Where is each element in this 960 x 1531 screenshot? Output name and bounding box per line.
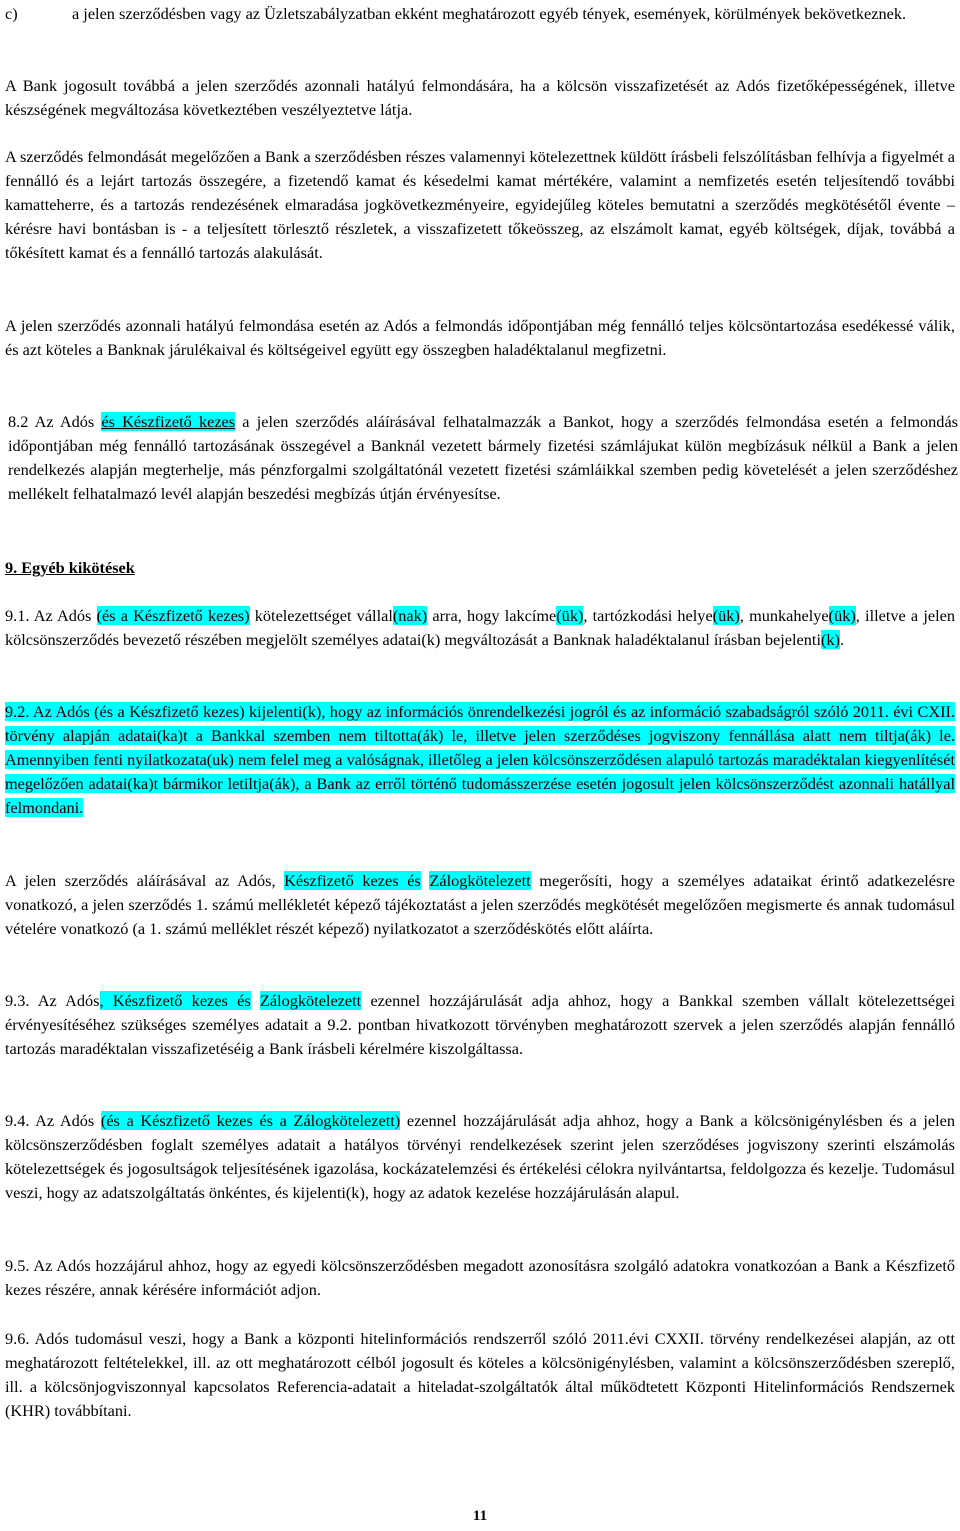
highlight-nak: (nak) [392, 606, 428, 625]
highlight-guarantor-and: Készfizető kezes és [284, 871, 421, 890]
section-9-1-text-f: , illetve a jelen kölcsönszerződés bevezető részében megjelölt személyes adatai(k) megváltozását a Banknak haladéktalanul írásban bejelenti [5, 606, 955, 649]
highlight-section-9-2: 9.2. Az Adós (és a Készfizető kezes) kijelenti(k), hogy az információs önrendelkezési jogról és az információ szabadságról szóló 2011. évi CXII. törvény alapján adatai(ka)t a Bankkal szemben nem tiltotta(ák) le, illetve jelen szerződéses jogviszony fennállása alatt nem tiltja(ák) le. Amennyiben fenti nyilatkozata(uk) nem felel meg a valóságnak, illetőleg a jelen kölcsönszerződésen alapuló tartozás maradéktalan kiegyenlítését megelőzően adatai(ka)t bármikor letiltja(ák), a Bank az erről történő tudomásszerzése esetén jogosult jelen kölcsönszerződést azonnali hatállyal felmondani. [5, 702, 955, 817]
section-9-1-text-a: 9.1. Az Adós [5, 606, 97, 625]
section-8-2-text-b: a jelen szerződés aláírásával felhatalmazzák a Bankot, hogy a szerződés felmondása esetén a felmondás időpontjában még fennálló tartozásának összegével a Banknál vezetett bármely fizetési számlájukat külön megbízásuk nélkül a Bank a jelen rendelkezés alapján megterhelje, más pénzforgalmi szolgáltatónál vezetett fizetési számláikkal szemben pedig követelését a jelen szerződéshez mellékelt felhatalmazó levél alapján beszedési megbízás útján érvényesítse. [8, 412, 958, 503]
section-9-6: 9.6. Adós tudomásul veszi, hogy a Bank a központi hitelinformációs rendszerről szóló 2011.évi CXXII. törvény rendelkezései alapján, az ott meghatározott feltételekkel, ill. az ott meghatározott célból jogosult és köteles a kölcsönigénylésben, valamint a kölcsönszerződésben szereplő, ill. a kölcsönjogviszonnyal kapcsolatos Referencia-adatait a hiteladat-szolgáltatók által működtetett Központi Hitelinformációs Rendszernek (KHR) továbbítani. [5, 1329, 955, 1420]
heading-section-9: 9. Egyéb kikötések [5, 558, 135, 577]
list-item-c [5, 2, 955, 26]
highlight-uk-2: (ük) [712, 606, 740, 625]
paragraph-bank-termination-right: A Bank jogosult továbbá a jelen szerződés azonnali hatályú felmondására, ha a kölcsön visszafizetését az Adós fizetőképességének, illetve készségének megváltozása következtében veszélyeztetve látja. [5, 76, 955, 119]
list-marker: c) [5, 4, 18, 23]
highlight-k: (k) [820, 630, 840, 649]
highlight-uk-3: (ük) [828, 606, 856, 625]
highlight-guarantor-and-2: , Készfizető kezes és [99, 991, 251, 1010]
section-9-4 [5, 1109, 955, 1205]
highlight-pledgor-2: Zálogkötelezett [259, 991, 362, 1010]
section-9-4-text-b: ezennel hozzájárulását adja ahhoz, hogy a Bank a kölcsönigénylésben és a jelen kölcsönszerződésben foglalt személyes adatait a hatályos törvényi rendelkezések szerint jelen szerződéses jogviszony szerinti elszámolás kötelezettségek és jogosultságok teljesítésének igazolása, kockázatelemzési és értékelési célokra nyilvántartsa, feldolgozza és kezelje. Tudomásul veszi, hogy az adatszolgáltatás önkéntes, és kijelenti(k), hogy az adatok kezelése hozzájárulásán alapul. [5, 1111, 955, 1202]
section-9-1 [5, 604, 955, 652]
section-9-3-space [251, 991, 260, 1010]
highlight-pledgor: Zálogkötelezett [429, 871, 531, 890]
consent-text-b: megerősíti, hogy a személyes adataikat érintő adatkezelésre vonatkozó, a jelen szerződés 1. számú mellékletét képező tájékoztatást a jelen szerződés megkötését megelőzően megismerte és annak tudomásul vételére vonatkozó (a 1. számú melléklet részét képező) nyilatkozatot a szerződéskötés előtt aláírta. [5, 871, 955, 938]
section-9-1-text-b: kötelezettséget vállal [249, 606, 393, 625]
section-9-3 [5, 989, 955, 1061]
list-item-text: a jelen szerződésben vagy az Üzletszabályzatban ekként meghatározott egyéb tények, események, körülmények bekövetkeznek. [72, 4, 907, 23]
section-9-1-text-g: . [839, 630, 845, 649]
section-9-1-text-c: arra, hogy lakcíme [427, 606, 557, 625]
paragraph-termination-notice: A szerződés felmondását megelőzően a Bank a szerződésben részes valamennyi kötelezettnek küldött írásbeli felszólításban felhívja a figyelmét a fennálló és a lejárt tartozás összegére, a fizetendő kamat és késedelmi kamat mértékére, valamint a nemfizetés esetén teljesítendő további kamatteherre, és a tartozás rendezésének elmaradása jogkövetkezményeire, egyidejűleg köteles bemutatni a szerződés megkötésétől évente – kérésre havi bontásban is - a teljesített törlesztő részletek, a visszafizetett tőkeösszeg, az elszámolt kamat, egyéb költségek, díjak, továbbá a tőkésített kamat és a fennálló tartozás alakulását. [5, 147, 955, 262]
highlight-guarantor-paren: (és a Készfizető kezes) [96, 606, 250, 625]
page-number: 11 [472, 1508, 488, 1524]
section-8-2 [5, 410, 958, 506]
section-9-4-text-a: 9.4. Az Adós [5, 1111, 101, 1130]
highlight-guarantor-pledgor: (és a Készfizető kezes és a Zálogkötelezett) [100, 1111, 401, 1130]
section-9-1-text-e: , munkahelye [739, 606, 829, 625]
section-8-2-text-a: 8.2 Az Adós [8, 412, 102, 431]
highlight-uk-1: (ük) [556, 606, 584, 625]
section-9-1-text-d: , tartózkodási helye [583, 606, 713, 625]
highlight-guarantor: és Készfizető kezes [101, 412, 236, 431]
section-9-5: 9.5. Az Adós hozzájárul ahhoz, hogy az egyedi kölcsönszerződésben megadott azonosításra szolgáló adatokra vonatkozóan a Bank a Készfizető kezes részére, annak kérésére információt adjon. [5, 1256, 955, 1299]
section-9-3-text-a: 9.3. Az Adós [5, 991, 100, 1010]
consent-text-a: A jelen szerződés aláírásával az Adós, [5, 871, 285, 890]
paragraph-immediate-termination: A jelen szerződés azonnali hatályú felmondása esetén az Adós a felmondás időpontjában még fennálló teljes kölcsöntartozása esedékessé válik, és azt köteles a Banknak járulékaival és költségeivel együtt egy összegben haladéktalanul megfizetni. [5, 316, 955, 359]
section-9-2 [5, 700, 955, 820]
section-9-3-text-b: ezennel hozzájárulását adja ahhoz, hogy a Bankkal szemben vállalt kötelezettségei érvényesítéséhez szükséges személyes adatait a 9.2. pontban hivatkozott törvényben meghatározott szervek a jelen szerződés alapján fennálló tartozás maradéktalan visszafizetéséig a Bank írásbeli kérelmére kiszolgáltassa. [5, 991, 956, 1058]
paragraph-data-consent [5, 869, 955, 941]
